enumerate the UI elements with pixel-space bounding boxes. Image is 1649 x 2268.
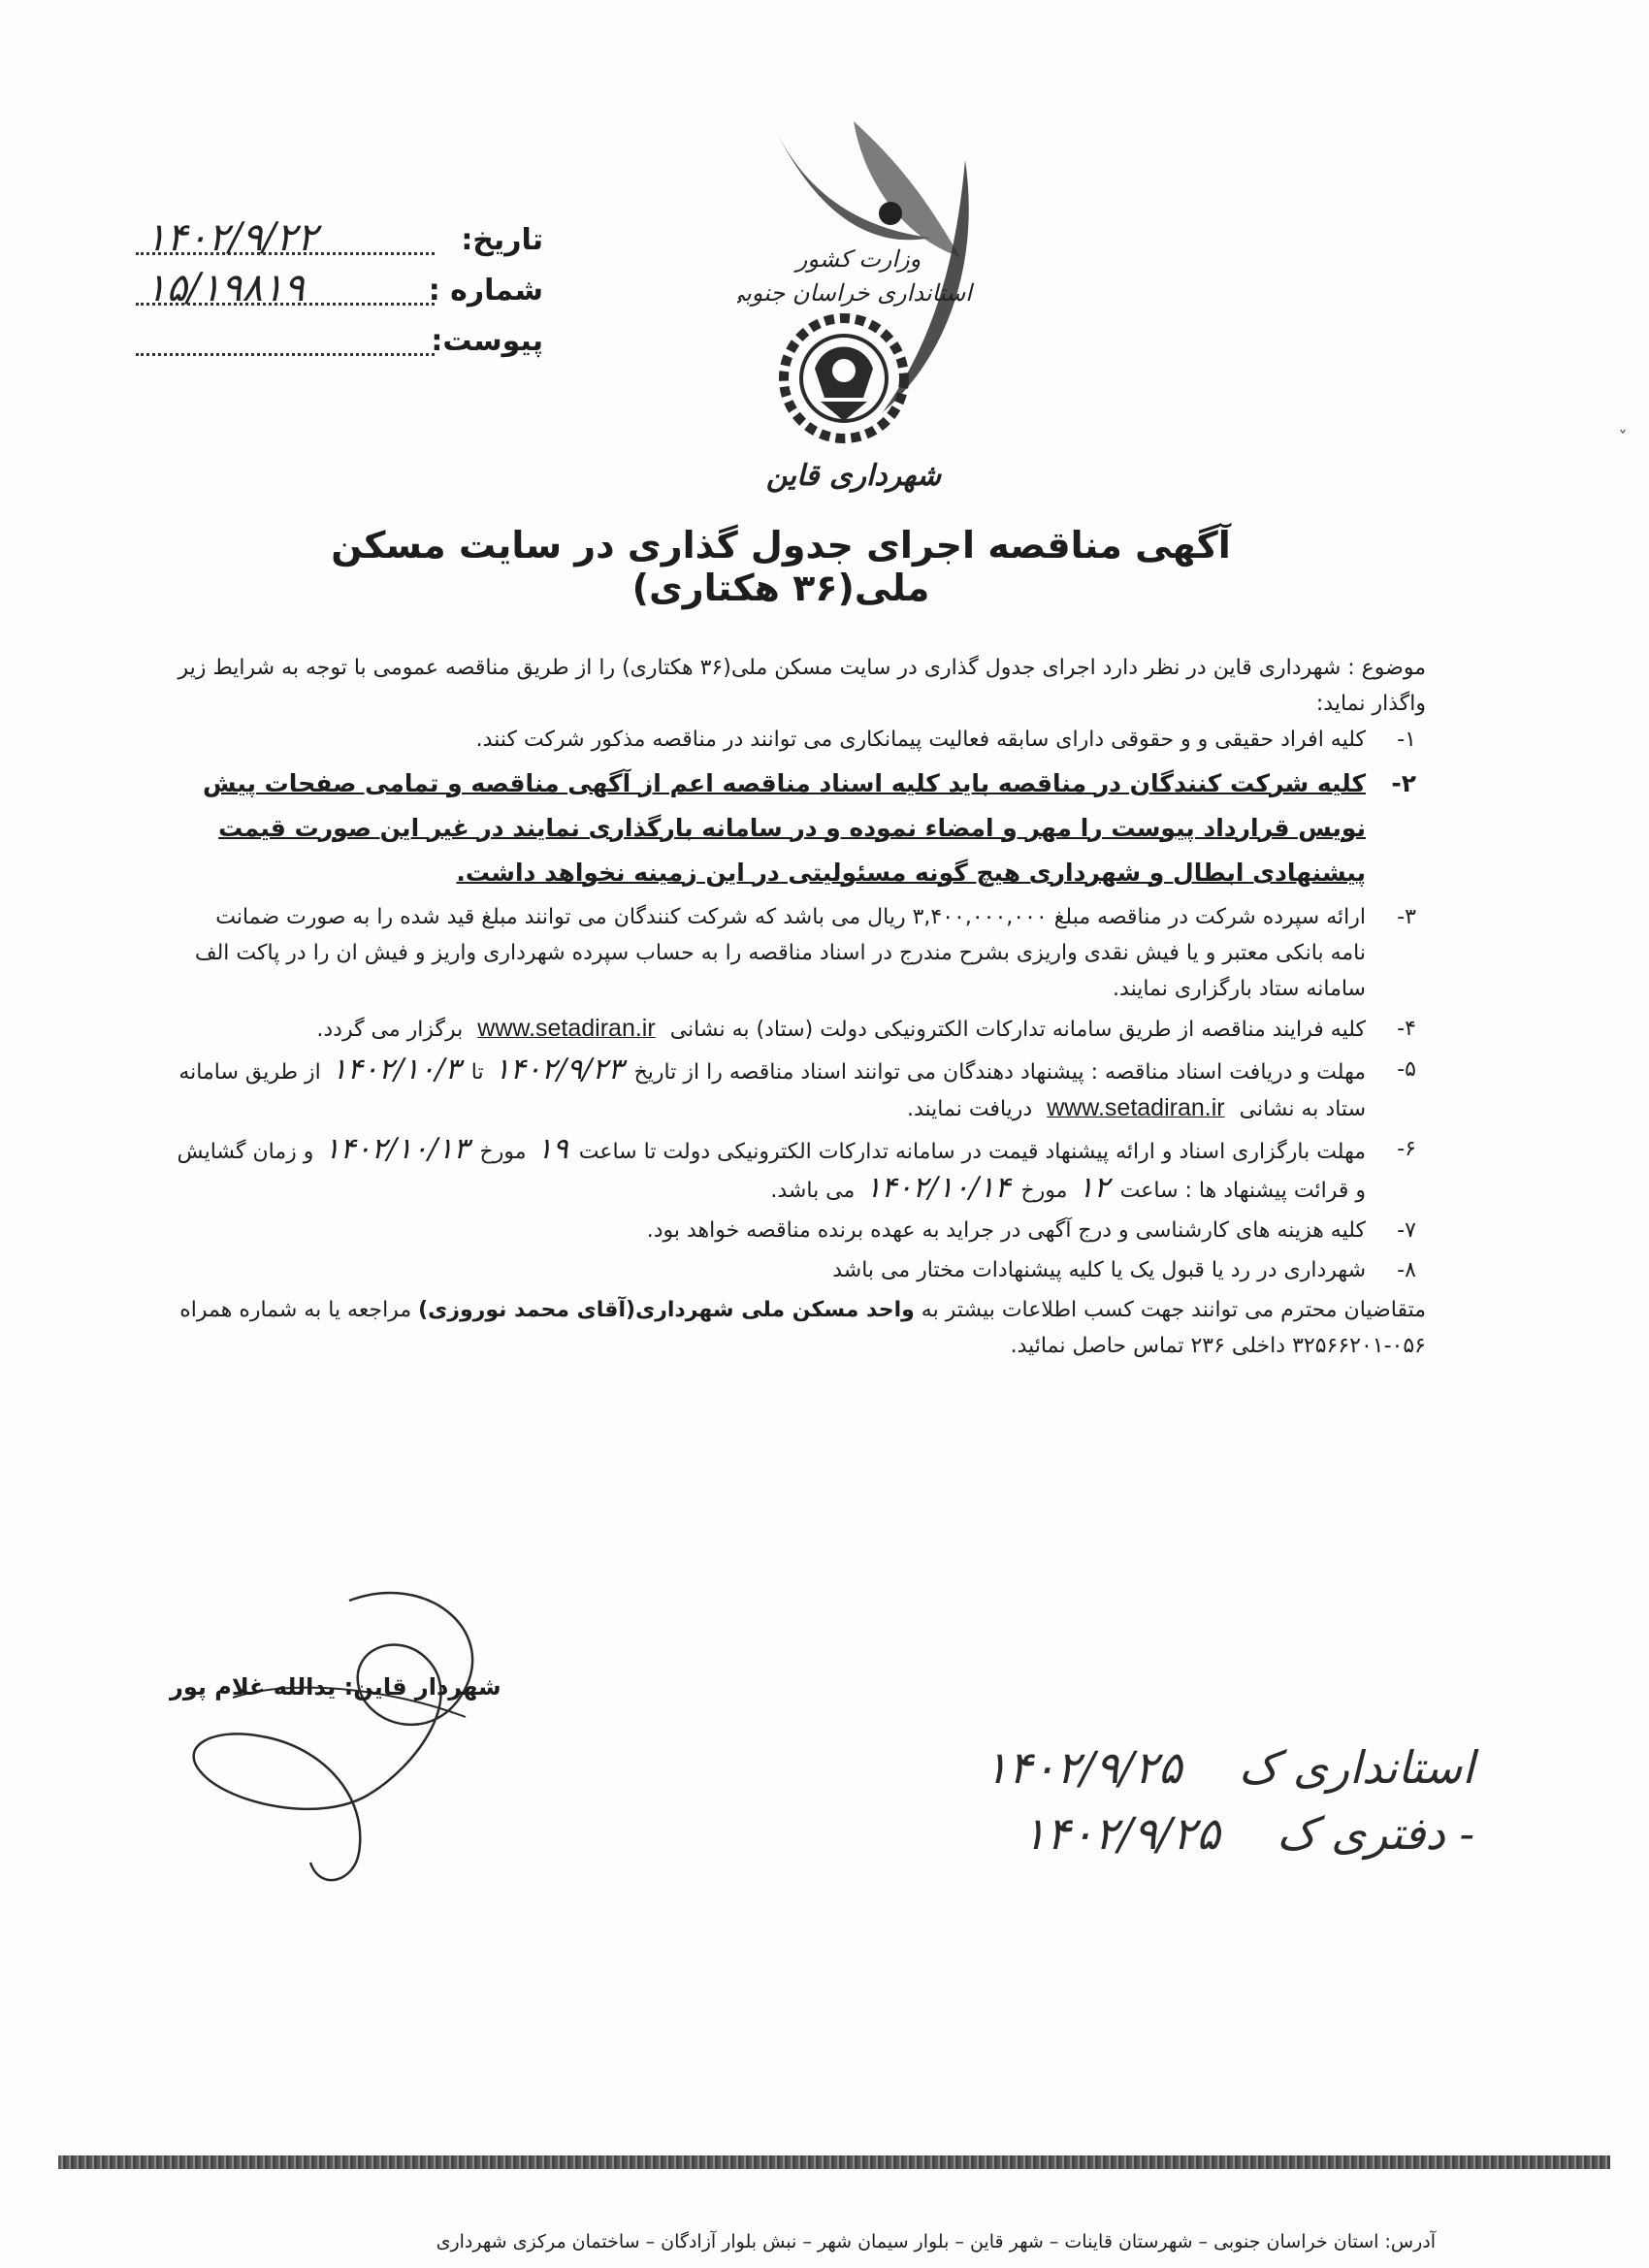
number-value: ۱۵/۱۹۸۱۹ xyxy=(146,266,305,310)
contact-unit: واحد مسکن ملی شهرداری(آقای محمد نوروزی) xyxy=(418,1298,915,1322)
item-text: می باشد. xyxy=(770,1179,856,1203)
item-number: ۷- xyxy=(1397,1218,1416,1243)
handwritten-end-date: ۱۴۰۲/۱۰/۳ xyxy=(331,1053,461,1086)
notice-body xyxy=(175,650,1426,1364)
attachment-label: پیوست: xyxy=(431,324,543,358)
intro-paragraph: موضوع : شهرداری قاین در نظر دارد اجرای جدول گذاری در سایت مسکن ملی(۳۶ هکتاری) را از طریق مناقصه عمومی با توجه به شرایط زیر واگذار نماید: xyxy=(178,656,1426,716)
handwritten-date: ۱۴۰۲/۱۰/۱۳ xyxy=(324,1132,469,1166)
item-number: ۸- xyxy=(1397,1258,1416,1282)
note-line xyxy=(854,1741,1474,1807)
condition-item xyxy=(175,899,1426,1007)
document-meta xyxy=(136,215,543,374)
condition-item xyxy=(175,1252,1426,1288)
handwritten-hour: ۱۹ xyxy=(536,1132,568,1166)
closing-paragraph xyxy=(175,1292,1426,1364)
attachment-row xyxy=(136,324,543,374)
setadiran-link[interactable]: www.setadiran.ir xyxy=(1047,1094,1225,1121)
closing-text: مراجعه یا به شماره همراه ۰۵۶-۳۲۵۶۶۲۰۱ داخلی ۲۳۶ تماس حاصل نمائید. xyxy=(179,1298,1426,1358)
item-number: ۱- xyxy=(1397,728,1416,752)
condition-item xyxy=(175,722,1426,758)
handwritten-signature-icon xyxy=(175,1571,563,1901)
note-date: ۱۴۰۲/۹/۲۵ xyxy=(1021,1807,1220,1860)
item-text: و زمان گشایش و قرائت پیشنهاد ها : ساعت xyxy=(177,1140,1366,1203)
item-text: کلیه هزینه های کارشناسی و درج آگهی در جراید به عهده برنده مناقصه خواهد بود. xyxy=(646,1218,1366,1243)
condition-item xyxy=(175,1011,1426,1048)
item-text: مورخ xyxy=(1020,1179,1068,1203)
handwritten-start-date: ۱۴۰۲/۹/۲۳ xyxy=(494,1053,624,1086)
logo-ministry-text: وزارت کشور xyxy=(795,245,922,273)
condition-item xyxy=(175,1052,1426,1127)
logo-governorate-text: استانداری خراسان جنوبی xyxy=(737,279,972,307)
note-line xyxy=(854,1807,1474,1873)
footer-divider xyxy=(58,2155,1610,2169)
item-text: کلیه شرکت کنندگان در مناقصه باید کلیه اسناد مناقصه اعم از آگهی مناقصه و تمامی صفحات پیش نویس قرارداد پیوست را مهر و امضاء نموده و در سامانه بارگذاری نمایند در غیر این صورت قیمت پیشنهادی ابطال و شهرداری هیچ گونه مسئولیتی در این زمینه نخواهد داشت. xyxy=(203,769,1366,887)
condition-item xyxy=(175,1213,1426,1248)
municipality-logo xyxy=(737,121,989,509)
footer-address: آدرس: استان خراسان جنوبی – شهرستان قاینات – شهر قاین – بلوار سیمان شهر – نبش بلوار آزادگان – ساختمان مرکزی شهرداری xyxy=(436,2231,1436,2252)
item-text: کلیه فرایند مناقصه از طریق سامانه تدارکات الکترونیکی دولت (ستاد) به نشانی xyxy=(669,1018,1366,1042)
item-text: برگزار می گردد. xyxy=(316,1018,464,1042)
item-number: ۴- xyxy=(1397,1017,1416,1041)
item-text: دریافت نمایند. xyxy=(906,1097,1033,1121)
item-text: کلیه افراد حقیقی و و حقوقی دارای سابقه فعالیت پیمانکاری می توانند در مناقصه مذکور شرکت کنند. xyxy=(475,728,1366,752)
handwritten-hour: ۱۲ xyxy=(1078,1171,1110,1205)
item-text: مهلت و دریافت اسناد مناقصه : پیشنهاد دهندگان می توانند اسناد مناقصه را از تاریخ xyxy=(633,1060,1366,1085)
date-label: تاریخ: xyxy=(461,223,543,257)
closing-text: متقاضیان محترم می توانند جهت کسب اطلاعات بیشتر به xyxy=(921,1298,1426,1322)
item-text: مورخ xyxy=(479,1140,527,1164)
condition-item xyxy=(175,761,1426,895)
date-value: ۱۴۰۲/۹/۲۲ xyxy=(146,215,318,260)
number-label: شماره : xyxy=(428,274,543,308)
setadiran-link[interactable]: www.setadiran.ir xyxy=(477,1015,656,1042)
scan-mark: ˇ xyxy=(1618,427,1628,450)
note-date: ۱۴۰۲/۹/۲۵ xyxy=(984,1741,1182,1794)
item-text: از طریق سامانه ستاد به نشانی xyxy=(178,1060,1366,1121)
note-text: - دفتری ک xyxy=(1277,1807,1474,1860)
note-text: استانداری ک xyxy=(1239,1741,1474,1794)
item-number: ۳- xyxy=(1397,905,1416,929)
handwritten-date: ۱۴۰۲/۱۰/۱۴ xyxy=(865,1171,1011,1205)
page-title: آگهی مناقصه اجرای جدول گذاری در سایت مسکن ملی(۳۶ هکتاری) xyxy=(331,524,1231,609)
number-row xyxy=(136,266,543,324)
signer-name: شهردار قاین: یدالله غلام پور xyxy=(170,1673,501,1701)
item-text: مهلت بارگزاری اسناد و ارائه پیشنهاد قیمت در سامانه تدارکات الکترونیکی دولت تا ساعت xyxy=(578,1140,1366,1164)
item-number: ۶- xyxy=(1397,1137,1416,1161)
condition-item xyxy=(175,1131,1426,1209)
logo-emblem-icon xyxy=(737,121,989,509)
handwritten-notes xyxy=(854,1741,1474,1873)
item-text: شهرداری در رد یا قبول یک یا کلیه پیشنهادات مختار می باشد xyxy=(832,1258,1366,1282)
item-text: ارائه سپرده شرکت در مناقصه مبلغ ۳,۴۰۰,۰۰۰,۰۰۰ ریال می باشد که شرکت کنندگان می توانند مبلغ قید شده را به صورت ضمانت نامه بانکی معتبر و یا فیش نقدی واریزی بشرح مندرج در اسناد مناقصه را به حساب سپرده شهرداری واریز و فیش ان را در پاکت الف سامانه ستاد بارگزاری نمایند. xyxy=(194,905,1366,1001)
item-text: تا xyxy=(470,1060,484,1085)
item-number: ۲- xyxy=(1391,769,1416,797)
logo-municipality-text: شهرداری قاین xyxy=(765,459,942,493)
item-number: ۵- xyxy=(1397,1057,1416,1082)
